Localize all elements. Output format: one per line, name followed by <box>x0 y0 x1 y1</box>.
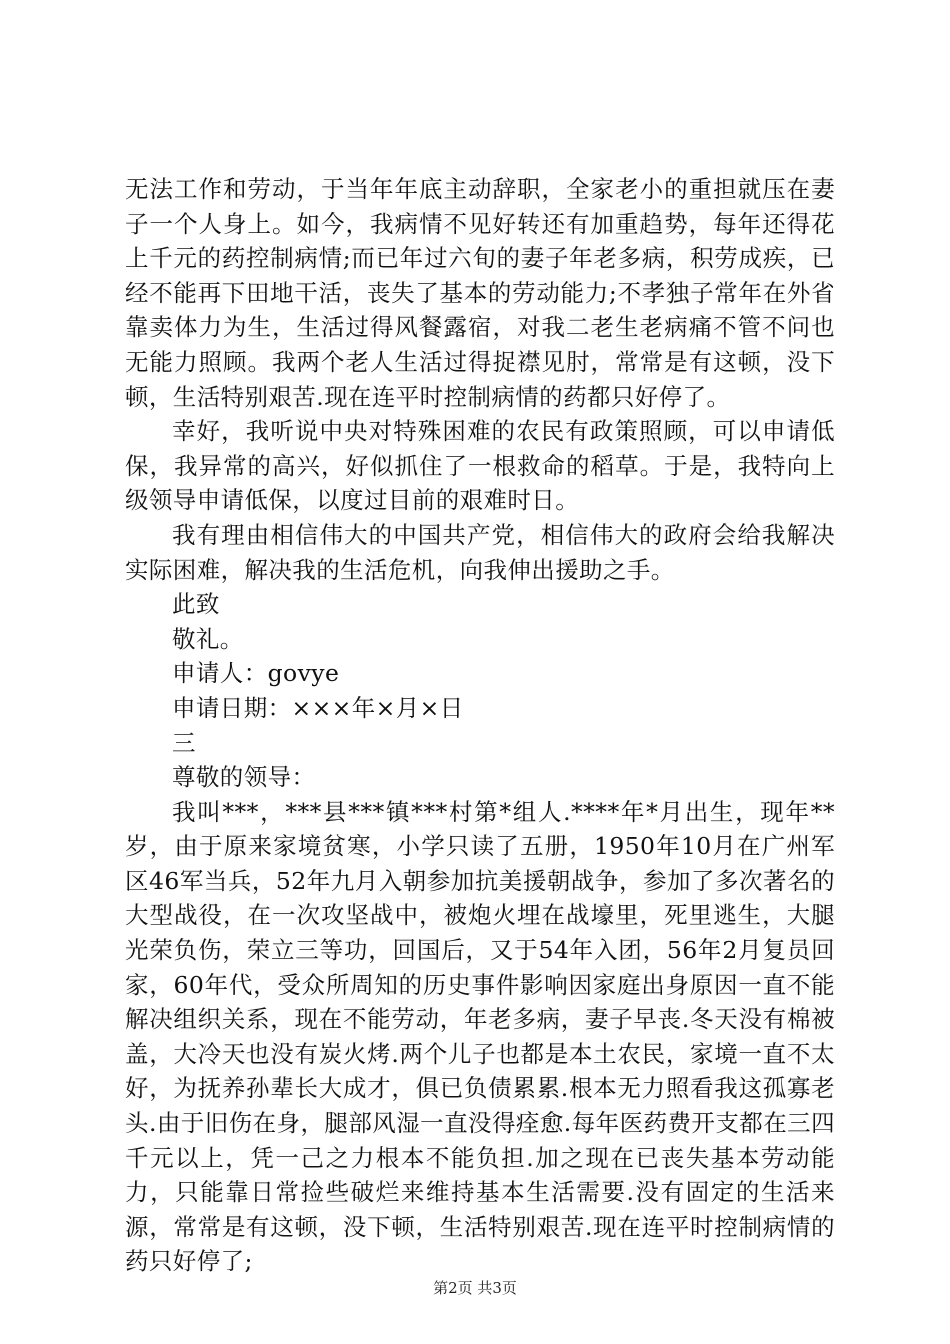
page-footer <box>0 1278 950 1298</box>
salutation: 尊敬的领导： <box>172 763 316 792</box>
paragraph-story: 我叫***，***县***镇***村第*组人.****年*月出生，现年**岁，由于原来家境贫寒，小学只读了五册，1950年10月在广州军区46军当兵，52年九月入朝参加抗美援朝战争，参加了多次著名的大型战役，在一次攻坚战中，被炮火埋在战壕里，死里逃生，大腿光荣负伤，荣立三等功，回国后，又于54年入团，56年2月复员回家，60年代，受众所周知的历史事件影响因家庭出身原因一直不能解决组织关系，现在不能劳动，年老多病，妻子早丧.冬天没有棉被盖，大冷天也没有炭火烤.两个儿子也都是本土农民，家境一直不太好，为抚养孙辈长大成才，俱已负债累累.根本无力照看我这孤寡老头.由于旧伤在身，腿部风湿一直没得痊愈.每年医药费开支都在三四千元以上，凭一己之力根本不能负担.加之现在已丧失基本劳动能力，只能靠日常捡些破烂来维持基本生活需要.没有固定的生活来源，常常是有这顿，没下顿，生活特别艰苦.现在连平时控制病情的药只好停了; <box>125 797 835 1276</box>
date-line: 申请日期：×××年×月×日 <box>172 693 464 722</box>
paragraph-continuation: 无法工作和劳动，于当年年底主动辞职，全家老小的重担就压在妻子一个人身上。如今，我病情不见好转还有加重趋势，每年还得花上千元的药控制病情;而已年过六旬的妻子年老多病，积劳成疾，已经不能再下田地干活，丧失了基本的劳动能力;不孝独子常年在外省靠卖体力为生，生活过得风餐露宿，对我二老生老病痛不管不问也无能力照顾。我两个老人生活过得捉襟见肘，常常是有这顿，没下顿，生活特别艰苦.现在连平时控制病情的药都只好停了。 <box>125 175 835 411</box>
closing-line-1: 此致 <box>172 590 220 619</box>
document-body <box>125 172 835 1279</box>
section-number: 三 <box>172 728 196 757</box>
applicant-line: 申请人：govye <box>172 659 340 688</box>
paragraph-lucky: 幸好，我听说中央对特殊困难的农民有政策照顾，可以申请低保，我异常的高兴，好似抓住了一根救命的稻草。于是，我特向上级领导申请低保，以度过目前的艰难时日。 <box>125 417 835 515</box>
closing-line-2: 敬礼。 <box>172 624 244 653</box>
page-number-label: 第2页 共3页 <box>433 1279 517 1297</box>
paragraph-trust: 我有理由相信伟大的中国共产党，相信伟大的政府会给我解决实际困难，解决我的生活危机，向我伸出援助之手。 <box>125 520 835 584</box>
